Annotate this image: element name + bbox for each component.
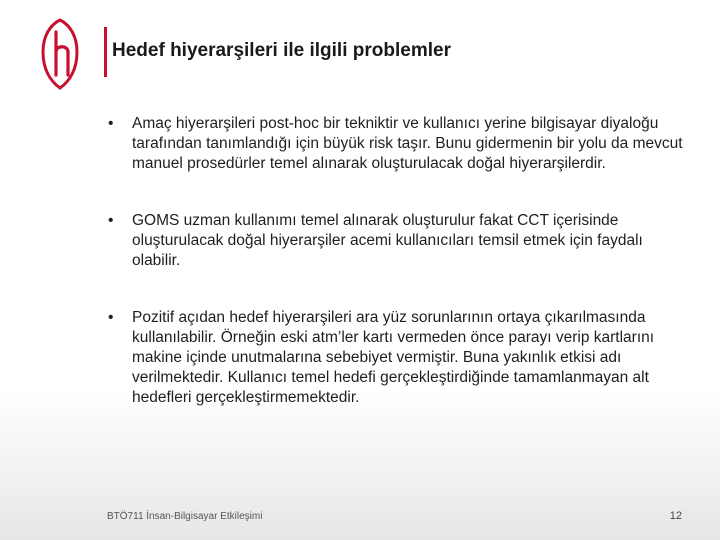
bullet-text: Amaç hiyerarşileri post-hoc bir tekniktir ve kullanıcı yerine bilgisayar diyaloğu tarafından tanımlandığı için büyük risk taşır. Bunu gidermenin bir yolu da mevcut manuel prosedürler temel alınarak oluşturulacak doğal hiyerarşilerdir. <box>132 115 683 172</box>
bullet-text: GOMS uzman kullanımı temel alınarak oluşturulur fakat CCT içerisinde oluşturulacak doğal hiyerarşiler acemi kullanıcıları temsil etmek için faydalı olabilir. <box>132 212 643 269</box>
bullet-item <box>108 308 688 408</box>
title-accent-line <box>104 27 107 77</box>
footer-course-name: BTÖ711 İnsan-Bilgisayar Etkileşimi <box>107 511 263 522</box>
bullet-text: Pozitif açıdan hedef hiyerarşileri ara yüz sorunlarının ortaya çıkarılmasında kullanılabilir. Örneğin eski atm’ler kartı vermeden önce parayı verip kartlarını makine içinde unutmalarına sebebiyet vermiştir. Buna yakınlık etkisi adı verilmektedir. Kullanıcı temel hedefi gerçekleştirdiğinde tamamlanmayan alt hedefleri gerçekleştirmemektedir. <box>132 309 655 406</box>
slide-title: Hedef hiyerarşileri ile ilgili problemler <box>112 40 451 61</box>
bullet-marker: • <box>108 115 114 132</box>
bullet-item <box>108 211 688 271</box>
bullet-item <box>108 114 688 174</box>
page-number: 12 <box>669 510 682 522</box>
bullet-marker: • <box>108 309 114 326</box>
bullet-list <box>108 114 688 408</box>
bullet-marker: • <box>108 212 114 229</box>
university-logo-shape <box>40 18 80 90</box>
university-logo-icon <box>40 18 80 90</box>
